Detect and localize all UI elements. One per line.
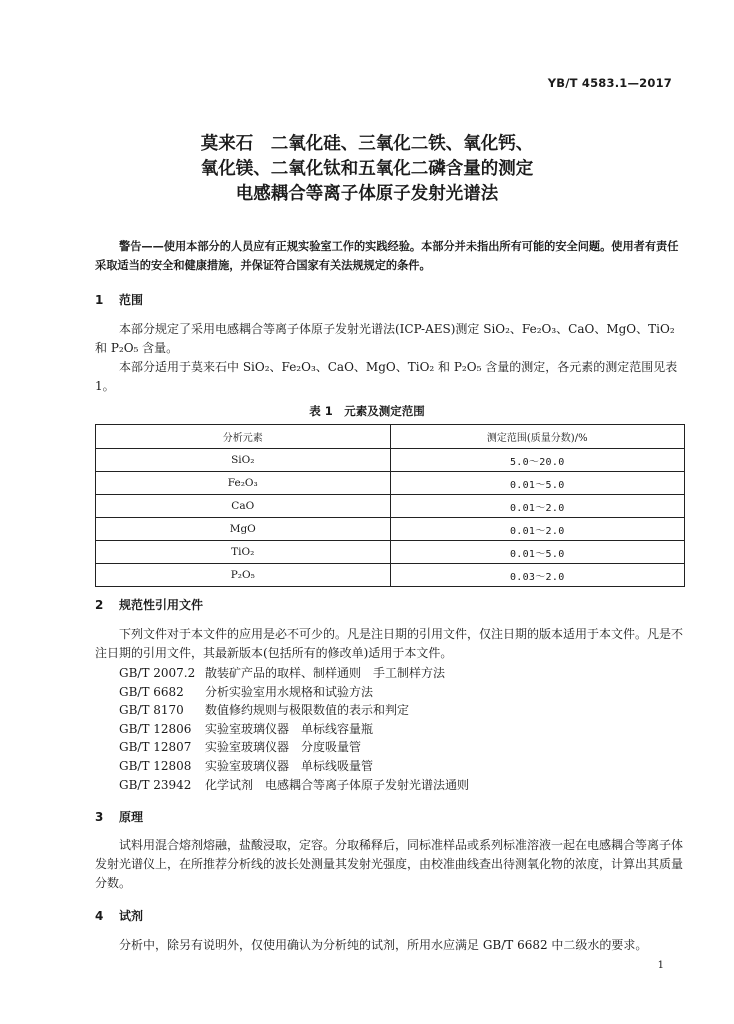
table-row (96, 449, 685, 472)
page-number: 1 (657, 960, 664, 971)
reference-code: GB/T 12808 (119, 758, 192, 773)
table-header-cell: 分析元素 (96, 425, 391, 449)
range-cell: 0.01～2.0 (390, 518, 685, 541)
range-cell: 0.01～2.0 (390, 495, 685, 518)
title-line-3: 电感耦合等离子体原子发射光谱法 (235, 184, 499, 204)
element-cell: MgO (96, 518, 391, 541)
range-cell: 0.01～5.0 (390, 472, 685, 495)
section-2-paragraph: 下列文件对于本文件的应用是必不可少的。凡是注日期的引用文件，仅注日期的版本适用于本文件。凡是不注日期的引用文件，其最新版本(包括所有的修改单)适用于本文件。 (95, 627, 684, 660)
range-cell: 5.0～20.0 (390, 449, 685, 472)
reference-item (119, 738, 469, 757)
reference-title: 分析实验室用水规格和试验方法 (205, 684, 374, 699)
normative-references-list (119, 664, 469, 794)
table-row (96, 564, 685, 587)
element-range-table (95, 424, 685, 587)
section-title: 规范性引用文件 (119, 598, 204, 612)
title-line-2: 氧化镁、二氧化钛和五氧化二磷含量的测定 (200, 159, 534, 179)
section-4-heading (95, 907, 143, 924)
section-number: 3 (95, 810, 104, 824)
range-cell: 0.01～5.0 (390, 541, 685, 564)
reference-title: 实验室玻璃仪器 (205, 740, 290, 755)
section-number: 2 (95, 598, 104, 612)
element-cell: TiO₂ (96, 541, 391, 564)
reference-subtitle: 分度吸量管 (301, 740, 362, 755)
reference-subtitle: 电感耦合等离子体原子发射光谱法通则 (265, 777, 470, 792)
reference-item (119, 757, 469, 776)
reference-subtitle: 单标线容量瓶 (301, 721, 374, 736)
table-header-row (96, 425, 685, 449)
reference-item (119, 664, 469, 683)
reference-title: 化学试剂 (205, 777, 254, 792)
reference-item (119, 776, 469, 795)
title-line-1: 莫来石 二氧化硅、三氧化二铁、氧化钙、 (200, 134, 534, 154)
section-title: 原理 (119, 810, 144, 824)
section-3-paragraph: 试料用混合熔剂熔融，盐酸浸取，定容。分取稀释后，同标准样品或系列标准溶液一起在电感耦合等离子体发射光谱仪上，在所推荐分析线的波长处测量其发射光强度，由校准曲线查出待测氧化物的浓度，计算出其质量分数。 (95, 838, 684, 890)
standard-code: YB/T 4583.1—2017 (547, 76, 672, 90)
reference-code: GB/T 6682 (119, 684, 184, 699)
table-row (96, 495, 685, 518)
reference-item (119, 701, 469, 720)
reference-title: 数值修约规则与极限数值的表示和判定 (205, 703, 410, 718)
table-row (96, 472, 685, 495)
section-3-heading (95, 808, 143, 825)
section-title: 试剂 (119, 909, 144, 923)
reference-code: GB/T 2007.2 (119, 666, 196, 680)
warning-paragraph: 警告——使用本部分的人员应有正规实验室工作的实践经验。本部分并未指出所有可能的安全问题。使用者有责任采取适当的安全和健康措施，并保证符合国家有关法规规定的条件。 (95, 240, 679, 272)
reference-code: GB/T 12806 (119, 721, 192, 736)
element-cell: P₂O₅ (96, 564, 391, 587)
element-cell: CaO (96, 495, 391, 518)
reference-code: GB/T 23942 (119, 777, 192, 792)
reference-title: 实验室玻璃仪器 (205, 721, 290, 736)
section-1-paragraph-2: 本部分适用于莫来石中 SiO₂、Fe₂O₃、CaO、MgO、TiO₂ 和 P₂O₅ 含量的测定，各元素的测定范围见表 1。 (95, 360, 678, 393)
element-cell: SiO₂ (96, 449, 391, 472)
reference-item (119, 720, 469, 739)
document-title (0, 132, 734, 207)
section-1-paragraph-1: 本部分规定了采用电感耦合等离子体原子发射光谱法(ICP-AES)测定 SiO₂、Fe₂O₃、CaO、MgO、TiO₂ 和 P₂O₅ 含量。 (95, 322, 675, 355)
reference-title: 散装矿产品的取样、制样通则 (205, 666, 362, 680)
reference-title: 实验室玻璃仪器 (205, 758, 290, 773)
section-number: 4 (95, 909, 104, 923)
section-4-paragraph: 分析中，除另有说明外，仅使用确认为分析纯的试剂，所用水应满足 GB/T 6682 中二级水的要求。 (119, 938, 648, 952)
element-cell: Fe₂O₃ (96, 472, 391, 495)
range-cell: 0.03～2.0 (390, 564, 685, 587)
table-caption: 表 1 元素及测定范围 (309, 404, 425, 418)
reference-subtitle: 手工制样方法 (373, 666, 446, 680)
table-row (96, 541, 685, 564)
reference-code: GB/T 12807 (119, 740, 192, 755)
reference-code: GB/T 8170 (119, 703, 184, 718)
section-number: 1 (95, 293, 104, 307)
table-row (96, 518, 685, 541)
reference-subtitle: 单标线吸量管 (301, 758, 374, 773)
section-2-heading (95, 596, 203, 613)
table-header-cell: 测定范围(质量分数)/% (390, 425, 685, 449)
section-title: 范围 (119, 293, 144, 307)
reference-item (119, 683, 469, 702)
section-1-heading (95, 291, 143, 308)
